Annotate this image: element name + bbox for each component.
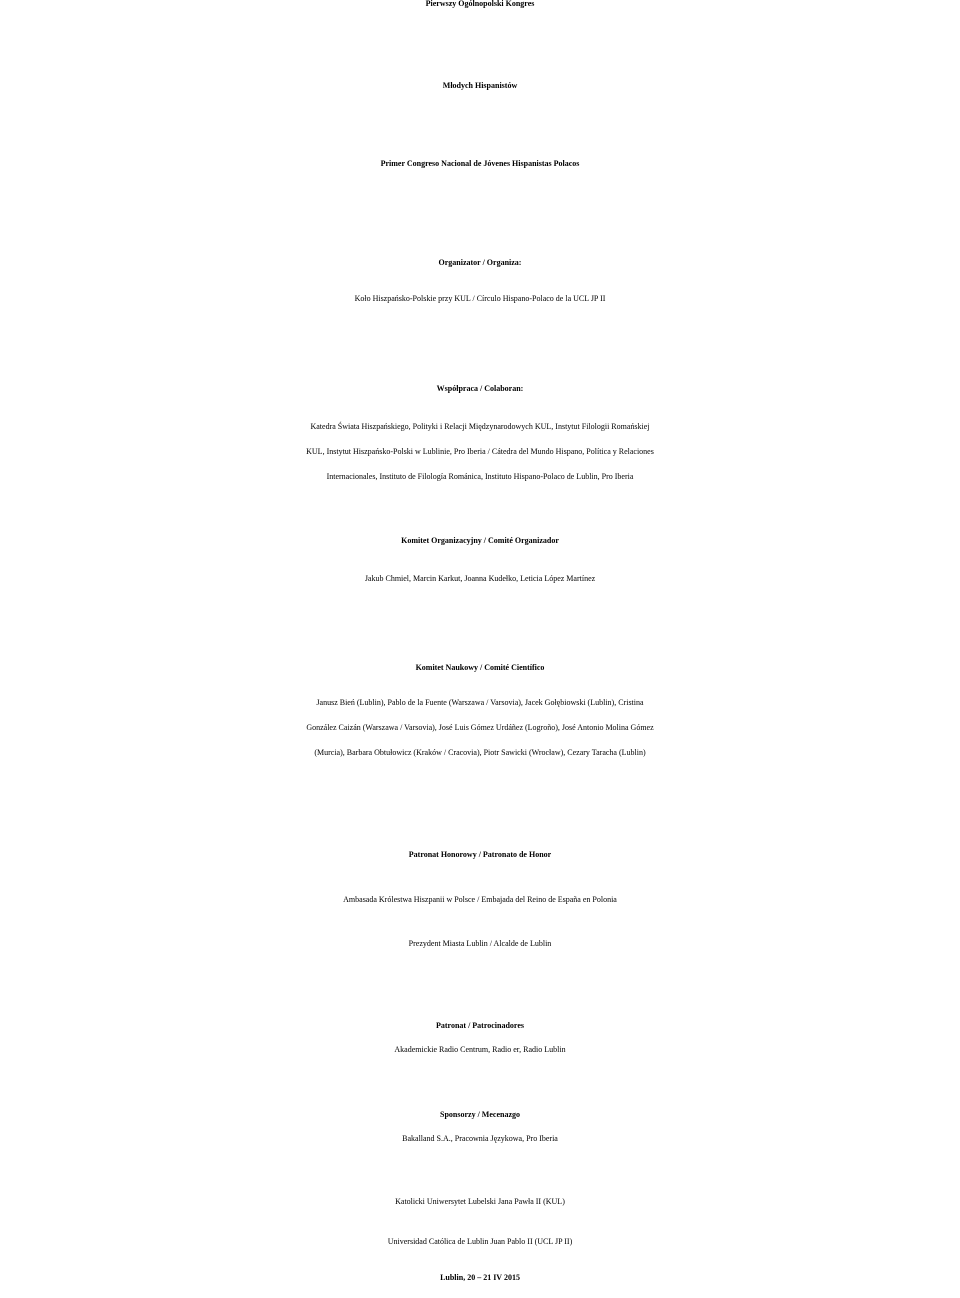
subtitle: Primer Congreso Nacional de Jóvenes Hispanistas Polacos <box>380 159 580 168</box>
scientific-committee-line: González Caizán (Warszawa / Varsovia), José Luis Gómez Urdáñez (Logroño), José Antonio Molina Gómez <box>306 723 654 732</box>
honorary-patronage-label: Patronat Honorowy / Patronato de Honor <box>408 850 552 859</box>
title-line-1: Pierwszy Ogólnopolski Kongres <box>425 0 535 8</box>
scientific-committee-label: Komitet Naukowy / Comité Científico <box>415 663 545 672</box>
organizer-label: Organizator / Organiza: <box>438 258 522 267</box>
honorary-patronage-line: Ambasada Królestwa Hiszpanii w Polsce / Embajada del Reino de España en Polonia <box>343 895 617 904</box>
collaboration-line: Internacionales, Instituto de Filología Románica, Instituto Hispano-Polaco de Lublin, Pro Iberia <box>326 472 634 481</box>
sponsors-label: Sponsorzy / Mecenazgo <box>440 1110 520 1119</box>
sponsors-value: Bakalland S.A., Pracownia Językowa, Pro Iberia <box>402 1134 558 1143</box>
collaboration-label: Współpraca / Colaboran: <box>436 384 524 393</box>
collaboration-line: KUL, Instytut Hiszpańsko-Polski w Lublinie, Pro Iberia / Cátedra del Mundo Hispano, Política y Relaciones <box>306 447 654 456</box>
scientific-committee-line: Janusz Bień (Lublin), Pablo de la Fuente (Warszawa / Varsovia), Jacek Gołębiowski (Lublin), Cristina <box>316 698 644 707</box>
scientific-committee-line: (Murcia), Barbara Obtułowicz (Kraków / Cracovia), Piotr Sawicki (Wrocław), Cezary Taracha (Lublin) <box>314 748 646 757</box>
title-line-2: Młodych Hispanistów <box>442 81 518 90</box>
organizing-committee-label: Komitet Organizacyjny / Comité Organizador <box>401 536 559 545</box>
collaboration-line: Katedra Świata Hiszpańskiego, Polityki i Relacji Międzynarodowych KUL, Instytut Filologii Romańskiej <box>310 422 650 431</box>
university-name-es: Universidad Católica de Lublin Juan Pablo II (UCL JP II) <box>387 1237 573 1246</box>
patronage-value: Akademickie Radio Centrum, Radio er, Radio Lublin <box>394 1045 566 1054</box>
organizer-value: Koło Hiszpańsko-Polskie przy KUL / Círculo Hispano-Polaco de la UCL JP II <box>354 294 606 303</box>
patronage-label: Patronat / Patrocinadores <box>436 1021 524 1030</box>
organizing-committee-members: Jakub Chmiel, Marcin Karkut, Joanna Kudełko, Leticia López Martínez <box>364 574 596 583</box>
date-place: Lublin, 20 – 21 IV 2015 <box>440 1273 520 1282</box>
university-name-pl: Katolicki Uniwersytet Lubelski Jana Pawła II (KUL) <box>395 1197 565 1206</box>
honorary-patronage-line: Prezydent Miasta Lublin / Alcalde de Lublin <box>408 939 552 948</box>
